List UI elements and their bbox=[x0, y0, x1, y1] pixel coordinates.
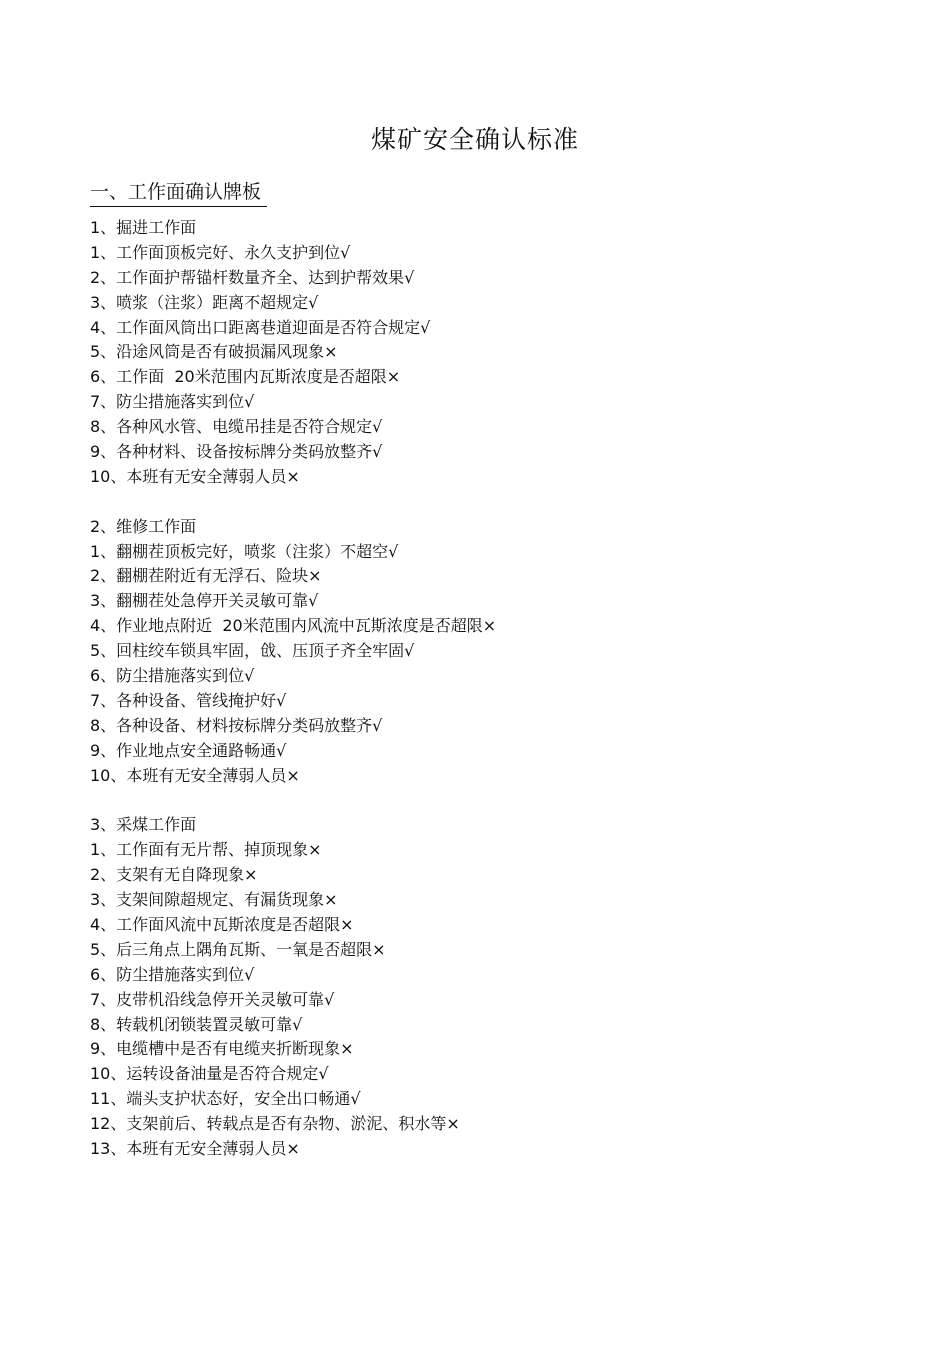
checklist-item: 2、工作面护帮锚杆数量齐全、达到护帮效果√ bbox=[90, 267, 415, 287]
checklist-content bbox=[90, 216, 890, 1187]
checklist-item: 10、运转设备油量是否符合规定√ bbox=[90, 1064, 329, 1084]
checklist-item: 4、工作面风筒出口距离巷道迎面是否符合规定√ bbox=[90, 317, 431, 337]
group-heading: 3、采煤工作面 bbox=[90, 815, 197, 835]
checklist-item: 8、各种风水管、电缆吊挂是否符合规定√ bbox=[90, 417, 383, 437]
checklist-item: 3、翻棚茬处急停开关灵敏可靠√ bbox=[90, 591, 319, 611]
checklist-item: 2、支架有无自降现象× bbox=[90, 865, 258, 885]
checklist-item: 9、作业地点安全通路畅通√ bbox=[90, 740, 287, 760]
checklist-item: 6、工作面 20米范围内瓦斯浓度是否超限× bbox=[90, 367, 401, 387]
checklist-item: 3、喷浆（注浆）距离不超规定√ bbox=[90, 292, 319, 312]
checklist-item: 7、防尘措施落实到位√ bbox=[90, 392, 255, 412]
checklist-item: 1、翻棚茬顶板完好，喷浆（注浆）不超空√ bbox=[90, 541, 399, 561]
checklist-group bbox=[90, 515, 890, 789]
checklist-item: 4、作业地点附近 20米范围内风流中瓦斯浓度是否超限× bbox=[90, 616, 497, 636]
checklist-item: 13、本班有无安全薄弱人员× bbox=[90, 1138, 300, 1158]
section-heading: 一、工作面确认牌板 bbox=[90, 178, 267, 207]
checklist-item: 8、各种设备、材料按标牌分类码放整齐√ bbox=[90, 715, 383, 735]
checklist-item: 9、各种材料、设备按标牌分类码放整齐√ bbox=[90, 442, 383, 462]
group-heading: 1、掘进工作面 bbox=[90, 218, 197, 237]
checklist-item: 10、本班有无安全薄弱人员× bbox=[90, 466, 300, 486]
checklist-item: 1、工作面有无片帮、掉顶现象× bbox=[90, 840, 322, 860]
checklist-group bbox=[90, 216, 890, 490]
checklist-item: 8、转载机闭锁装置灵敏可靠√ bbox=[90, 1014, 303, 1034]
checklist-item: 9、电缆槽中是否有电缆夹折断现象× bbox=[90, 1039, 354, 1059]
group-heading: 2、维修工作面 bbox=[90, 516, 197, 536]
checklist-group bbox=[90, 813, 890, 1161]
checklist-item: 3、支架间隙超规定、有漏货现象× bbox=[90, 890, 338, 910]
checklist-item: 7、皮带机沿线急停开关灵敏可靠√ bbox=[90, 989, 335, 1009]
checklist-item: 12、支架前后、转载点是否有杂物、淤泥、积水等× bbox=[90, 1114, 460, 1134]
checklist-item: 2、翻棚茬附近有无浮石、险块× bbox=[90, 566, 322, 586]
checklist-item: 5、回柱绞车锁具牢固，戗、压顶子齐全牢固√ bbox=[90, 641, 415, 661]
checklist-item: 7、各种设备、管线掩护好√ bbox=[90, 690, 287, 710]
checklist-item: 11、端头支护状态好，安全出口畅通√ bbox=[90, 1089, 361, 1109]
checklist-item: 4、工作面风流中瓦斯浓度是否超限× bbox=[90, 914, 354, 934]
document-title: 煤矿安全确认标准 bbox=[370, 125, 579, 154]
checklist-item: 6、防尘措施落实到位√ bbox=[90, 964, 255, 984]
checklist-item: 1、工作面顶板完好、永久支护到位√ bbox=[90, 242, 351, 262]
checklist-item: 10、本班有无安全薄弱人员× bbox=[90, 765, 300, 785]
checklist-item: 5、后三角点上隅角瓦斯、一氧是否超限× bbox=[90, 939, 386, 959]
checklist-item: 6、防尘措施落实到位√ bbox=[90, 666, 255, 686]
checklist-item: 5、沿途风筒是否有破损漏风现象× bbox=[90, 342, 338, 362]
